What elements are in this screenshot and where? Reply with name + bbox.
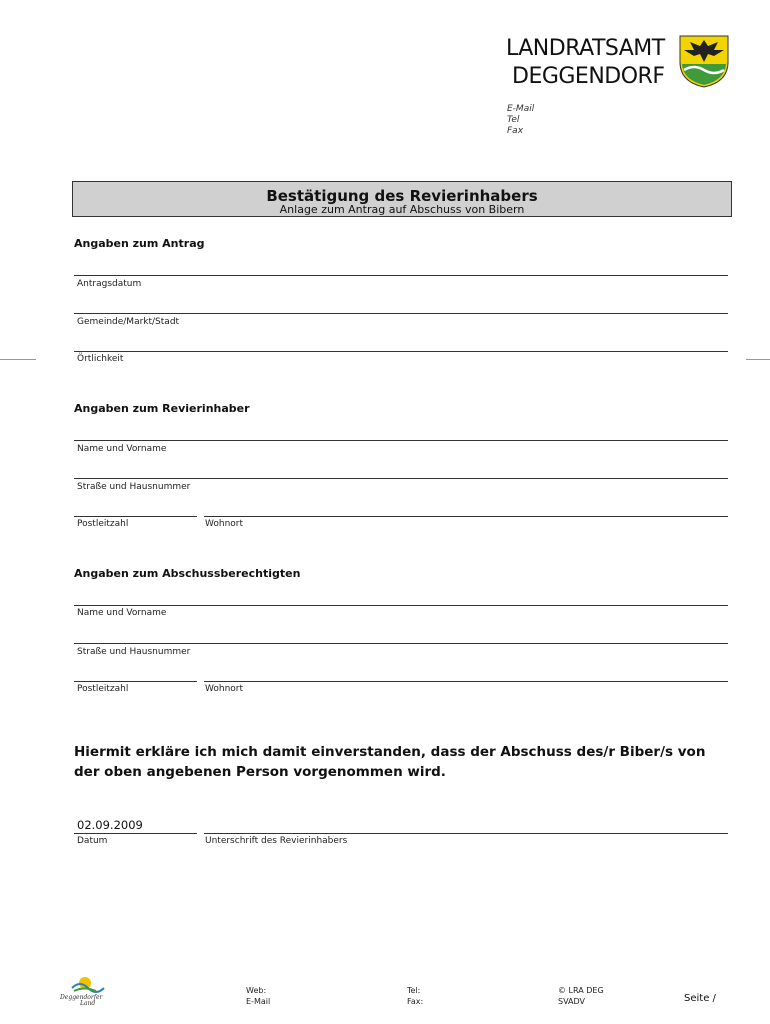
footer-email-label: E-Mail — [246, 997, 271, 1006]
revierinhaber-city-field-line[interactable] — [204, 516, 728, 517]
contact-fax-label: Fax — [507, 126, 524, 136]
gemeinde-field-line[interactable] — [74, 313, 728, 314]
logo-text-line1: Deggendorfer — [60, 994, 103, 1001]
declaration-text: Hiermit erkläre ich mich damit einverstanden, dass der Abschuss des/r Biber/s von der oben angebenen Person vorgenommen wird. — [74, 744, 706, 780]
antragsdatum-field-line[interactable] — [74, 275, 728, 276]
footer-copyright: © LRA DEG — [558, 986, 604, 995]
form-subtitle: Anlage zum Antrag auf Abschuss von Bibern — [279, 203, 525, 216]
revierinhaber-city-label: Wohnort — [205, 519, 244, 529]
date-field-line[interactable] — [74, 833, 197, 834]
berechtigter-street-field-line[interactable] — [74, 643, 728, 644]
form-title: Bestätigung des Revierinhabers — [266, 187, 538, 205]
berechtigter-city-label: Wohnort — [205, 684, 244, 694]
footer-fax-label: Fax: — [407, 997, 424, 1006]
section-heading-revierinhaber: Angaben zum Revierinhaber — [74, 402, 250, 415]
berechtigter-name-label: Name und Vorname — [77, 608, 167, 618]
berechtigter-zip-field-line[interactable] — [74, 681, 197, 682]
berechtigter-street-label: Straße und Hausnummer — [77, 647, 191, 657]
deggendorfer-land-logo-icon — [58, 974, 110, 1006]
berechtigter-name-field-line[interactable] — [74, 605, 728, 606]
revierinhaber-street-label: Straße und Hausnummer — [77, 482, 191, 492]
section-heading-abschussberechtigter: Angaben zum Abschussberechtigten — [74, 567, 301, 580]
org-name-line1: LANDRATSAMT — [506, 36, 665, 61]
footer-code: SVADV — [558, 997, 586, 1006]
revierinhaber-name-field-line[interactable] — [74, 440, 728, 441]
contact-email-label: E-Mail — [507, 104, 535, 114]
berechtigter-city-field-line[interactable] — [204, 681, 728, 682]
form-title-box — [72, 181, 732, 217]
revierinhaber-zip-label: Postleitzahl — [77, 519, 129, 529]
berechtigter-zip-label: Postleitzahl — [77, 684, 129, 694]
footer-web-label: Web: — [246, 986, 267, 995]
oertlichkeit-field-line[interactable] — [74, 351, 728, 352]
revierinhaber-zip-field-line[interactable] — [74, 516, 197, 517]
date-label: Datum — [77, 836, 108, 846]
oertlichkeit-label: Örtlichkeit — [77, 354, 124, 364]
footer-tel-label: Tel: — [407, 986, 421, 995]
logo-text-line2: Land — [80, 1000, 96, 1006]
fold-mark-right — [746, 359, 770, 360]
org-name-line2: DEGGENDORF — [512, 64, 665, 89]
gemeinde-label: Gemeinde/Markt/Stadt — [77, 317, 180, 327]
coat-of-arms-icon — [678, 34, 730, 88]
page-number: Seite / — [684, 993, 716, 1004]
contact-tel-label: Tel — [507, 115, 520, 125]
revierinhaber-street-field-line[interactable] — [74, 478, 728, 479]
fold-mark-left — [0, 359, 36, 360]
signature-field-line[interactable] — [204, 833, 728, 834]
section-heading-antrag: Angaben zum Antrag — [74, 237, 205, 250]
date-value[interactable]: 02.09.2009 — [77, 818, 143, 832]
antragsdatum-label: Antragsdatum — [77, 279, 142, 289]
signature-label: Unterschrift des Revierinhabers — [205, 836, 348, 846]
revierinhaber-name-label: Name und Vorname — [77, 444, 167, 454]
